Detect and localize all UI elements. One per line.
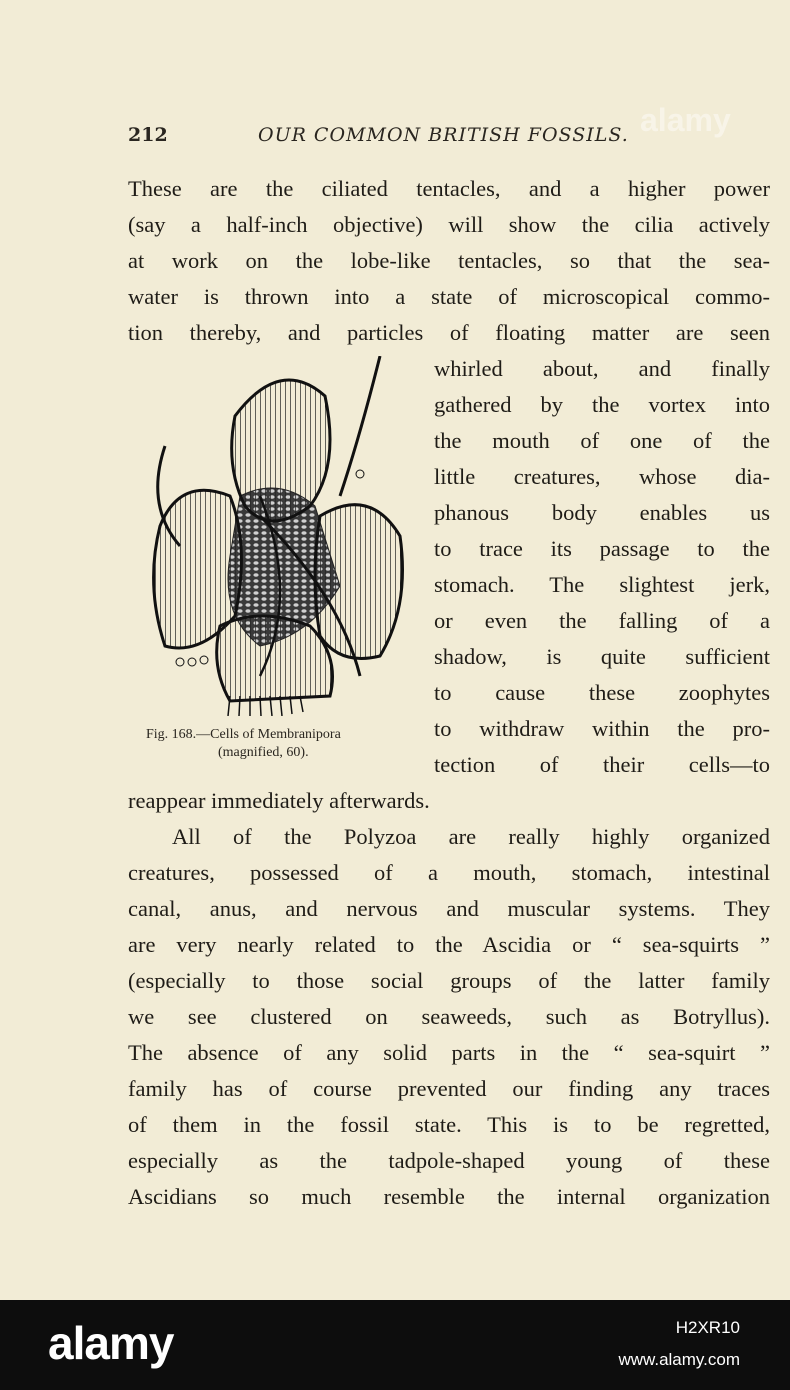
running-title: OUR COMMON BRITISH FOSSILS. <box>258 124 629 146</box>
text-line: to withdraw within the pro- <box>434 716 770 741</box>
alamy-logo: alamy <box>48 1317 174 1369</box>
text-line: whirled about, and finally <box>434 356 770 381</box>
text-line: Ascidians so much resemble the internal organization <box>128 1184 770 1209</box>
site-url: www.alamy.com <box>618 1350 740 1369</box>
text-line: canal, anus, and nervous and muscular systems. They <box>128 896 770 921</box>
text-line: of them in the fossil state. This is to be regretted, <box>128 1112 770 1137</box>
text-line: gathered by the vortex into <box>434 392 770 417</box>
text-line: tion thereby, and particles of floating matter are seen <box>128 320 770 345</box>
text-line: are very nearly related to the Ascidia or “ sea-squirts ” <box>128 932 770 957</box>
text-line: tection of their cells—to <box>434 752 770 777</box>
faint-watermark: alamy <box>640 102 731 138</box>
text-line: All of the Polyzoa are really highly organized <box>172 824 770 849</box>
text-line: family has of course prevented our finding any traces <box>128 1076 770 1101</box>
text-line: (especially to those social groups of the latter family <box>128 968 770 993</box>
text-line: shadow, is quite sufficient <box>434 644 770 669</box>
text-line: to cause these zoophytes <box>434 680 770 705</box>
text-line: water is thrown into a state of microscopical commo- <box>128 284 770 309</box>
text-line: phanous body enables us <box>434 500 770 525</box>
figure-caption: Fig. 168.—Cells of Membranipora <box>146 727 341 742</box>
text-line: little creatures, whose dia- <box>434 464 770 489</box>
text-line: we see clustered on seaweeds, such as Botryllus). <box>128 1004 770 1029</box>
text-line: reappear immediately afterwards. <box>128 788 430 813</box>
image-id: H2XR10 <box>675 1318 740 1337</box>
text-line: especially as the tadpole-shaped young of these <box>128 1148 770 1173</box>
text-line: creatures, possessed of a mouth, stomach, intestinal <box>128 860 770 885</box>
text-line: the mouth of one of the <box>434 428 770 453</box>
figure-caption-magnification: (magnified, 60). <box>218 745 309 760</box>
text-line: at work on the lobe-like tentacles, so that the sea- <box>128 248 770 273</box>
page-number: 212 <box>128 124 168 146</box>
text-line: The absence of any solid parts in the “ sea-squirt ” <box>128 1040 770 1065</box>
text-line: These are the ciliated tentacles, and a higher power <box>128 176 770 201</box>
text-line: stomach. The slightest jerk, <box>434 572 770 597</box>
text-line: or even the falling of a <box>434 608 770 633</box>
text-line: (say a half-inch objective) will show the cilia actively <box>128 212 770 237</box>
membranipora-illustration <box>140 356 410 716</box>
text-line: to trace its passage to the <box>434 536 770 561</box>
